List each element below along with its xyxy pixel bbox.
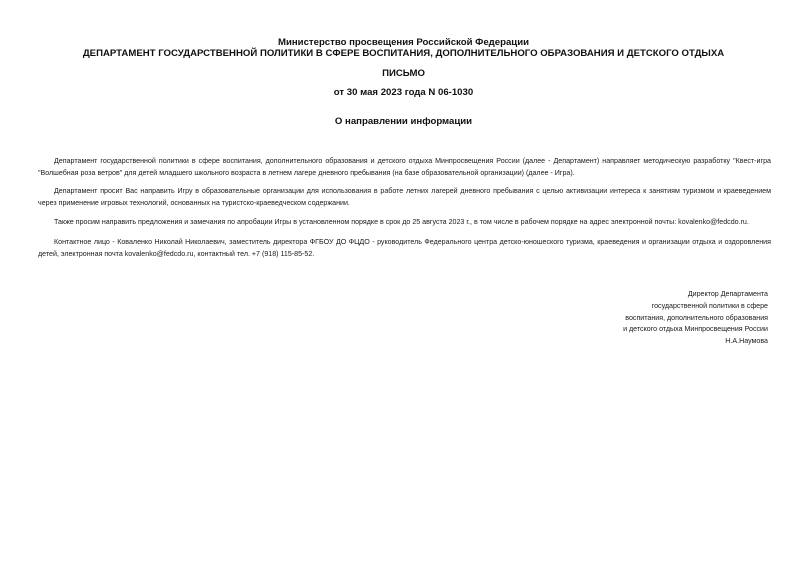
department-title: ДЕПАРТАМЕНТ ГОСУДАРСТВЕННОЙ ПОЛИТИКИ В СФЕРЕ ВОСПИТАНИЯ, ДОПОЛНИТЕЛЬНОГО ОБРАЗОВАНИЯ И ДЕТСКОГО ОТДЫХА [82,48,725,59]
body-paragraph-1: Департамент государственной политики в сфере воспитания, дополнительного образования и детского отдыха Минпросвещения России (далее - Департамент) направляет методическую разработку "Квест-игра "Волшебная роза ветров" для детей младшего школьного возраста в летнем лагере дневного пребывания (на базе образовательной организации) (далее - Игра). [38,157,771,177]
signature-line-policy: государственной политики в сфере [651,301,768,310]
signature-line-position: Директор Департамента [687,290,768,298]
signature-block [623,289,768,348]
document-subject: О направлении информации [334,116,473,127]
signature-line-ministry: и детского отдыха Минпросвещения России [623,325,768,334]
body-paragraph-2: Департамент просит Вас направить Игру в образовательные организации для использования в работе летних лагерей дневного пребывания с целью активизации интереса к занятиям туризмом и краеведением через применение игровых технологий, основанных на туристско-краеведческом содержании. [38,187,771,207]
body-paragraph-4: Контактное лицо - Коваленко Николай Николаевич, заместитель директора ФГБОУ ДО ФЦДО - руководитель Федерального центра детско-юношеского туризма, краеведения и организации отдыха и оздоровления детей, электронная почта kovalenko@fedcdo.ru, контактный тел. +7 (918) 115-85-52. [38,238,771,258]
body-paragraph-3: Также просим направить предложения и замечания по апробации Игры в установленном порядке в срок до 25 августа 2023 г., в том числе в рабочем порядке на адрес электронной почты: kovalenko@fedcdo.ru. [54,218,749,226]
document-type: ПИСЬМО [382,68,425,79]
ministry-title: Министерство просвещения Российской Федерации [278,37,529,48]
signature-line-education: воспитания, дополнительного образования [625,313,768,322]
date-number: от 30 мая 2023 года N 06-1030 [333,87,474,98]
signature-line-name: Н.А.Наумова [725,337,768,346]
